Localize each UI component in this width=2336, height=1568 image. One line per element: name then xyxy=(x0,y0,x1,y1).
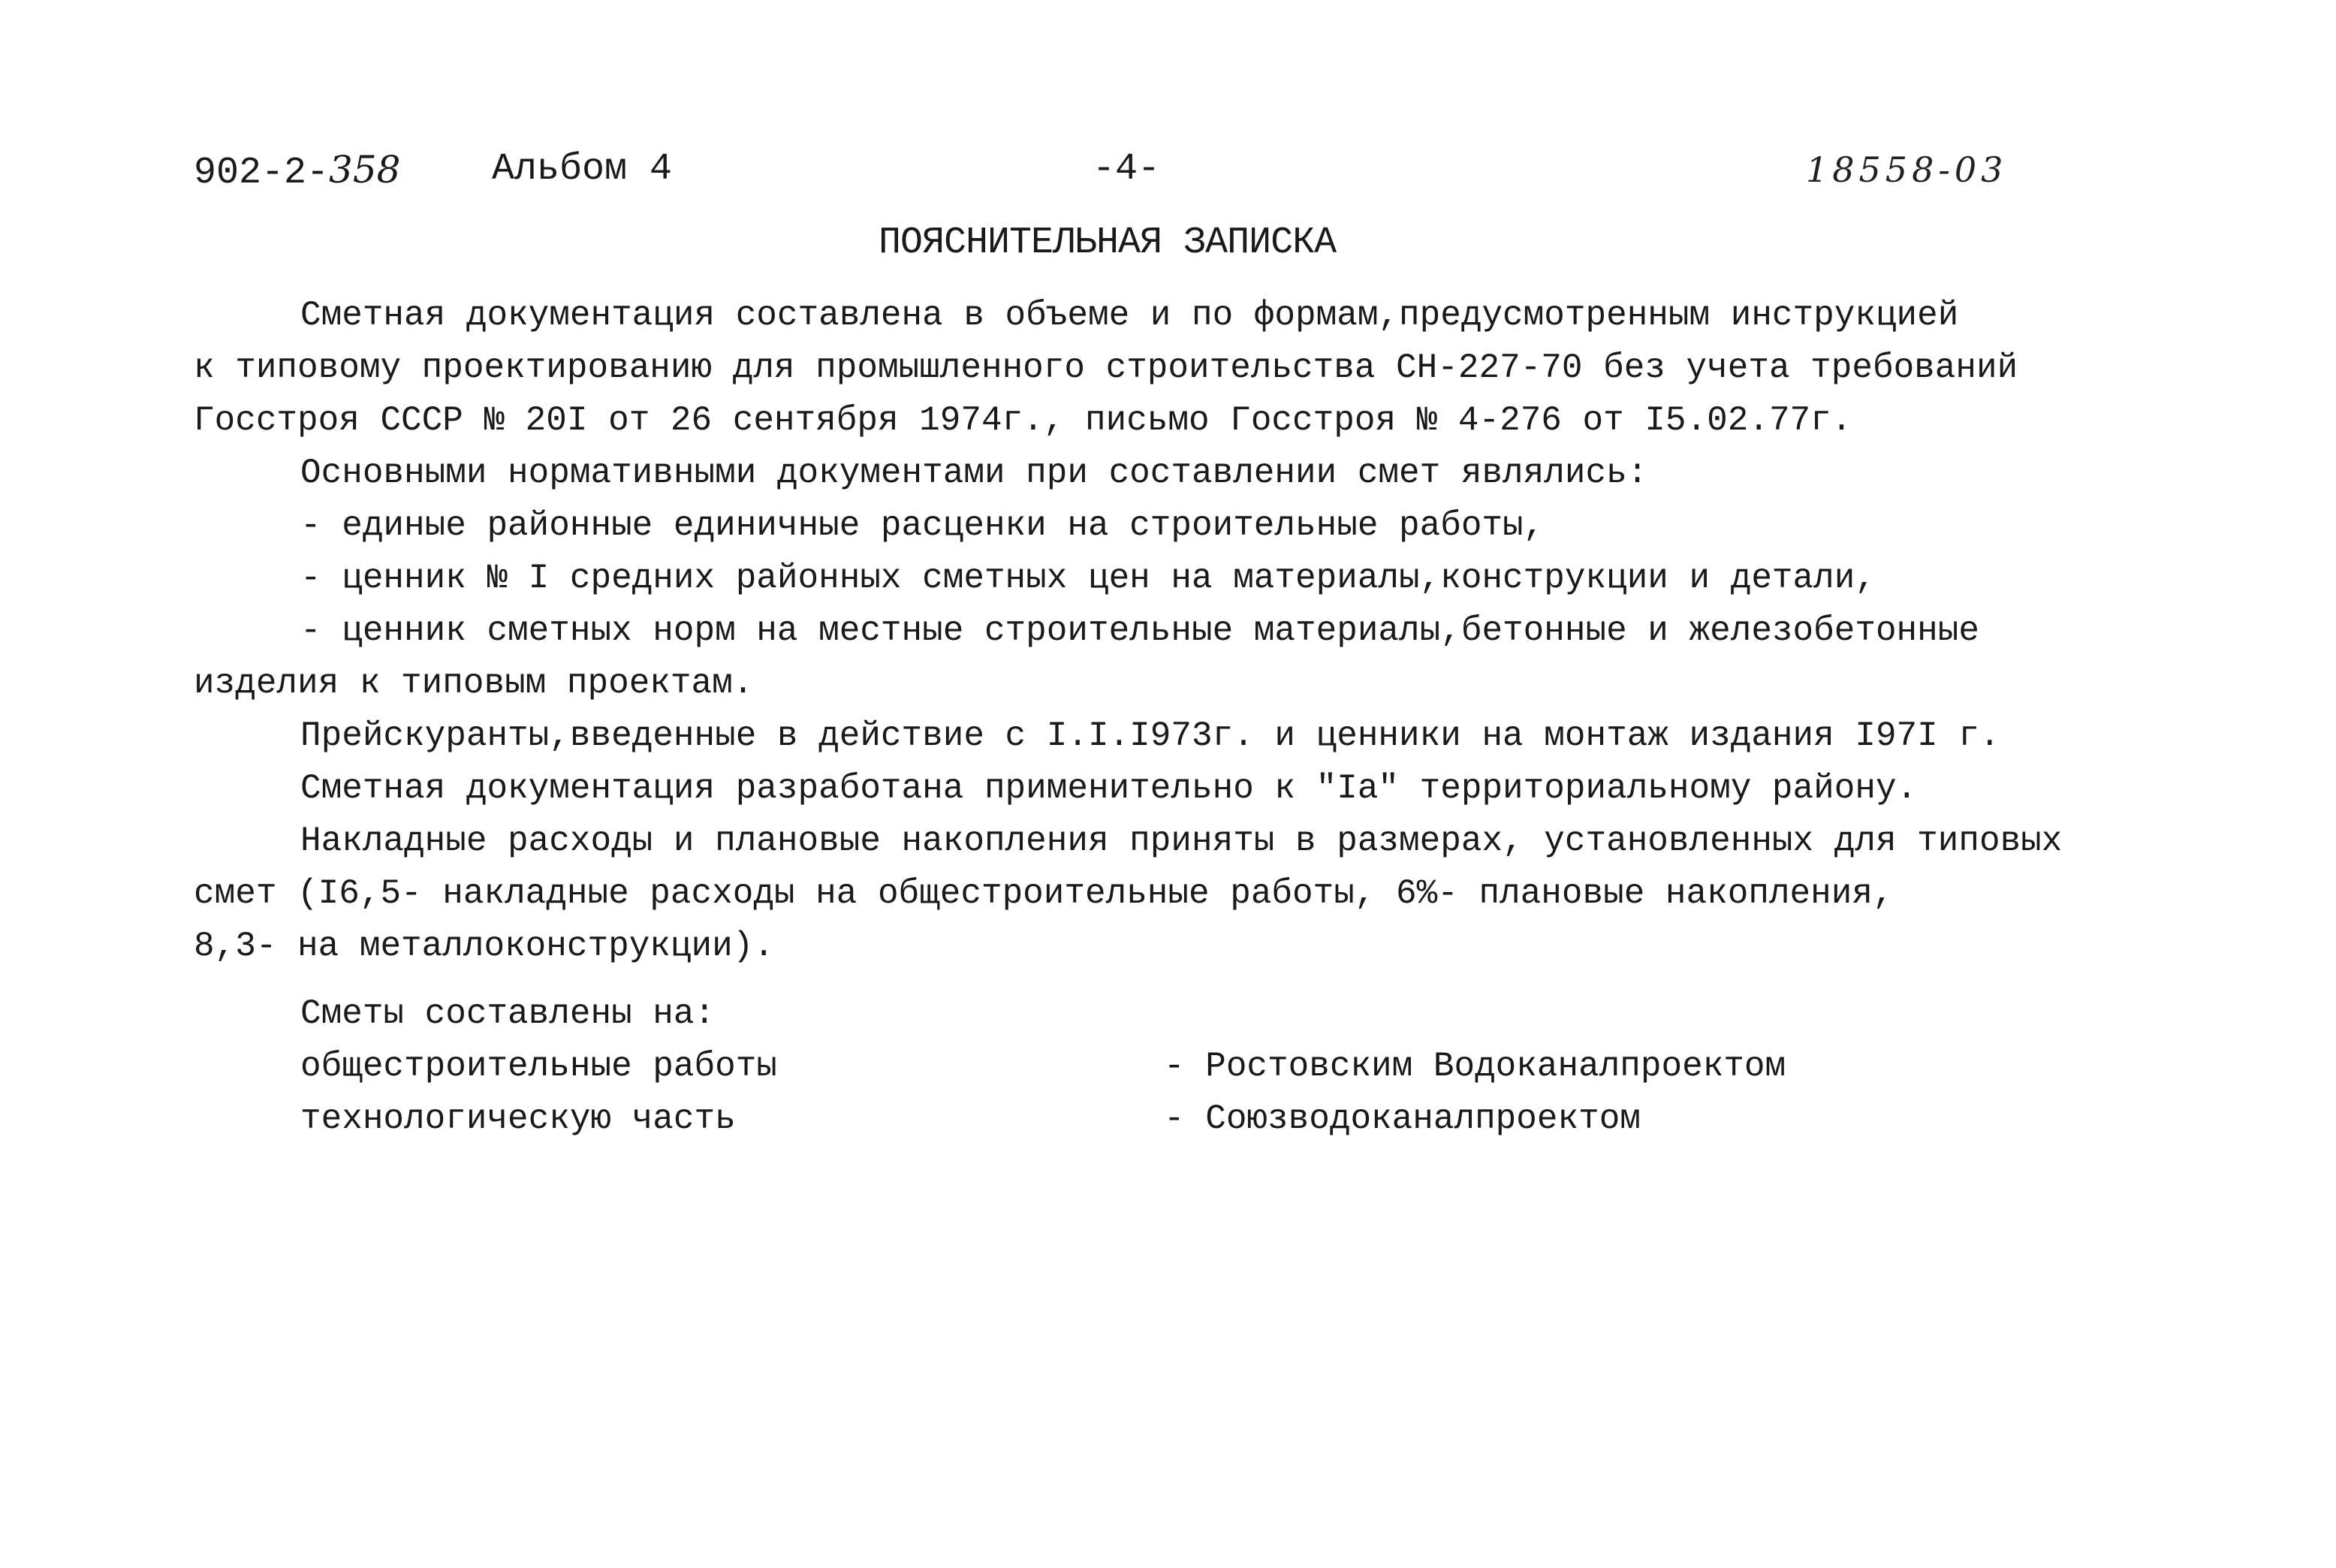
text-line-overhead-cont: смет (I6,5- накладные расходы на общестроительные работы, 6%- плановые накопления, xyxy=(194,874,1894,913)
page-title: ПОЯСНИТЕЛЬНАЯ ЗАПИСКА xyxy=(879,222,1337,264)
album-label: Альбом 4 xyxy=(492,148,673,191)
text-line-overhead-end: 8,3- на металлоконструкции). xyxy=(194,927,774,966)
estimate-work-1: общестроительные работы xyxy=(300,1047,777,1086)
estimate-org-2: - Союзводоканалпроектом xyxy=(1164,1099,1641,1138)
document-code-handwritten: 358 xyxy=(329,148,401,191)
text-line-4: Основными нормативными документами при составлении смет являлись: xyxy=(300,454,1648,493)
text-line-region: Сметная документация разработана применительно к "Iа" территориальному району. xyxy=(300,769,1918,808)
list-item-3: - ценник сметных норм на местные строительные материалы,бетонные и железобетонные xyxy=(300,611,1979,650)
document-code xyxy=(194,147,400,196)
estimate-org-1: - Ростовским Водоканалпроектом xyxy=(1164,1047,1786,1086)
estimates-heading: Сметы составлены на: xyxy=(300,994,716,1033)
text-line-1: Сметная документация составлена в объеме и по формам,предусмотренным инструкцией xyxy=(300,296,1959,335)
text-line-3: Госстроя СССР № 20I от 26 сентября 1974г., письмо Госстроя № 4-276 от I5.02.77г. xyxy=(194,401,1852,440)
estimate-work-2: технологическую часть xyxy=(300,1099,736,1138)
list-item-3-cont: изделия к типовым проектам. xyxy=(194,664,754,703)
inventory-stamp: 18558-03 xyxy=(1806,149,2008,190)
text-line-2: к типовому проектированию для промышленного строительства СН-227-70 без учета требований xyxy=(194,348,2018,387)
text-line-pricelists: Прейскуранты,введенные в действие с I.I.I973г. и ценники на монтаж издания I97I г. xyxy=(300,716,2000,755)
list-item-1: - единые районные единичные расценки на строительные работы, xyxy=(300,506,1545,545)
document-code-prefix: 902-2- xyxy=(194,152,330,194)
page-number: -4- xyxy=(1093,148,1161,191)
list-item-2: - ценник № I средних районных сметных цен на материалы,конструкции и детали, xyxy=(300,559,1876,598)
text-line-overhead: Накладные расходы и плановые накопления приняты в размерах, установленных для типовых xyxy=(300,822,2063,861)
